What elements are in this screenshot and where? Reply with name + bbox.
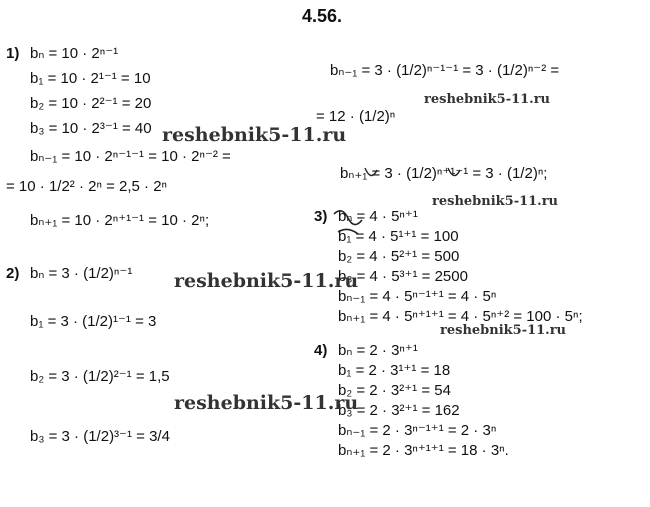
part-2-line-6: = 12 · (1/2)ⁿ xyxy=(316,108,396,125)
part-3-label: 3) xyxy=(314,208,328,225)
watermark: reshebnik5-11.ru xyxy=(440,323,567,338)
part-1-label: 1) xyxy=(6,45,20,62)
watermark: reshebnik5-11.ru xyxy=(162,124,347,146)
part-3-line-2: b₁ = 4 · 5¹⁺¹ = 100 xyxy=(338,228,459,245)
part-3-line-1: bₙ = 4 · 5ⁿ⁺¹ xyxy=(338,208,418,225)
part-3-line-4: b₃ = 4 · 5³⁺¹ = 2500 xyxy=(338,268,468,285)
part-1-line-4: b₃ = 10 · 2³⁻¹ = 40 xyxy=(30,120,152,137)
part-2-line-1: bₙ = 3 · (1/2)ⁿ⁻¹ xyxy=(30,265,133,282)
part-2-line-4: b₃ = 3 · (1/2)³⁻¹ = 3/4 xyxy=(30,428,170,445)
part-3-line-6: bₙ₊₁ = 4 · 5ⁿ⁺¹⁺¹ = 4 · 5ⁿ⁺² = 100 · 5ⁿ; xyxy=(338,308,583,325)
part-2-line-3: b₂ = 3 · (1/2)²⁻¹ = 1,5 xyxy=(30,368,170,385)
watermark: reshebnik5-11.ru xyxy=(432,194,559,209)
part-3-line-5: bₙ₋₁ = 4 · 5ⁿ⁻¹⁺¹ = 4 · 5ⁿ xyxy=(338,288,497,305)
part-1-line-2: b₁ = 10 · 2¹⁻¹ = 10 xyxy=(30,70,151,87)
part-4-line-4: b₃ = 2 · 3²⁺¹ = 162 xyxy=(338,402,460,419)
part-4-line-2: b₁ = 2 · 3¹⁺¹ = 18 xyxy=(338,362,451,379)
part-4-line-1: bₙ = 2 · 3ⁿ⁺¹ xyxy=(338,342,418,359)
problem-number: 4.56. xyxy=(302,6,343,26)
part-3-line-3: b₂ = 4 · 5²⁺¹ = 500 xyxy=(338,248,460,265)
part-2-line-2: b₁ = 3 · (1/2)¹⁻¹ = 3 xyxy=(30,313,157,330)
part-1-line-7: bₙ₊₁ = 10 · 2ⁿ⁺¹⁻¹ = 10 · 2ⁿ; xyxy=(30,212,210,229)
part-1-line-6: = 10 · 1/2² · 2ⁿ = 2,5 · 2ⁿ xyxy=(6,178,168,195)
watermark: reshebnik5-11.ru xyxy=(174,270,359,292)
watermark: reshebnik5-11.ru xyxy=(174,392,359,414)
part-1-line-5: bₙ₋₁ = 10 · 2ⁿ⁻¹⁻¹ = 10 · 2ⁿ⁻² = xyxy=(30,148,231,165)
part-1-line-1: bₙ = 10 · 2ⁿ⁻¹ xyxy=(30,45,119,62)
part-4-label: 4) xyxy=(314,342,328,359)
watermark: reshebnik5-11.ru xyxy=(424,92,551,107)
part-2-label: 2) xyxy=(6,265,20,282)
part-4-line-6: bₙ₊₁ = 2 · 3ⁿ⁺¹⁺¹ = 18 · 3ⁿ. xyxy=(338,442,509,459)
part-4-line-3: b₂ = 2 · 3²⁺¹ = 54 xyxy=(338,382,451,399)
part-2-line-7: bₙ₊₁ = 3 · (1/2)ⁿ⁺¹⁻¹ = 3 · (1/2)ⁿ; xyxy=(340,165,548,182)
part-2-line-5: bₙ₋₁ = 3 · (1/2)ⁿ⁻¹⁻¹ = 3 · (1/2)ⁿ⁻² = xyxy=(330,62,560,79)
part-4-line-5: bₙ₋₁ = 2 · 3ⁿ⁻¹⁺¹ = 2 · 3ⁿ xyxy=(338,422,497,439)
part-1-line-3: b₂ = 10 · 2²⁻¹ = 20 xyxy=(30,95,152,112)
